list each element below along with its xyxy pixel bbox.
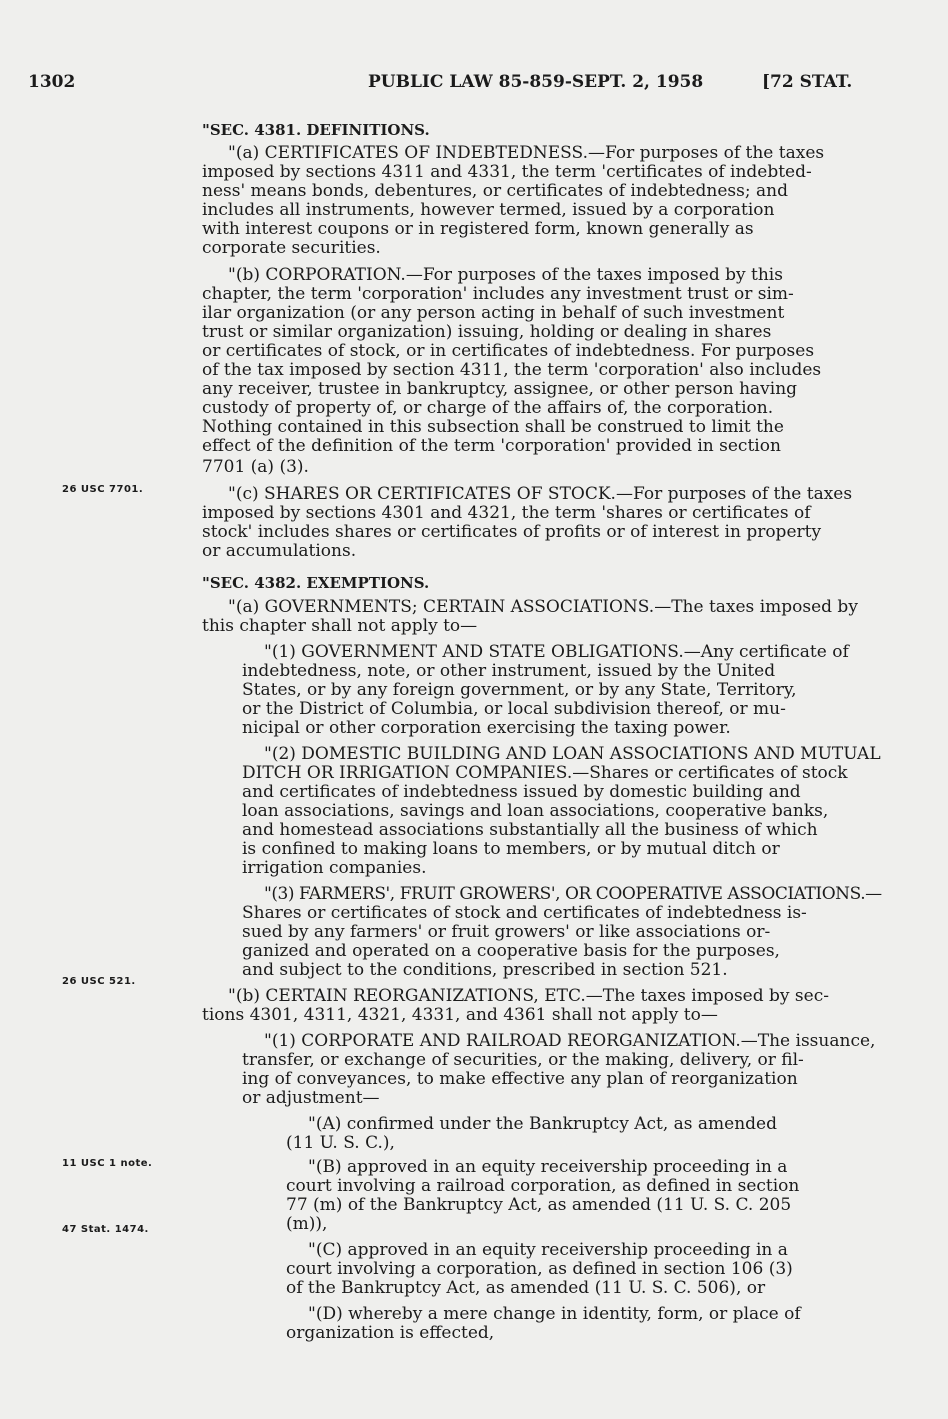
text-line: sued by any farmers' or fruit growers' or like associations or- <box>242 922 771 942</box>
text-line: of the tax imposed by section 4311, the term 'corporation' also includes <box>202 360 822 380</box>
text-line: irrigation companies. <box>242 858 427 878</box>
text-line: or accumulations. <box>202 541 357 561</box>
text-line: or the District of Columbia, or local subdivision thereof, or mu- <box>242 699 786 719</box>
text-line: any receiver, trustee in bankruptcy, assignee, or other person having <box>202 379 798 399</box>
text-line: and homestead associations substantially all the business of which <box>242 820 818 840</box>
text-line: trust or similar organization) issuing, holding or dealing in shares <box>202 322 772 342</box>
text-line: transfer, or exchange of securities, or the making, delivery, or fil- <box>242 1050 804 1070</box>
text-line: includes all instruments, however termed, issued by a corporation <box>202 200 775 220</box>
text-line: 77 (m) of the Bankruptcy Act, as amended (11 U. S. C. 205 <box>286 1195 792 1215</box>
text-line: "(c) SHARES OR CERTIFICATES OF STOCK.—For purposes of the taxes <box>228 484 853 504</box>
text-line: with interest coupons or in registered form, known generally as <box>202 219 754 239</box>
running-title: PUBLIC LAW 85-859-SEPT. 2, 1958 <box>368 72 704 92</box>
text-line: Shares or certificates of stock and certificates of indebtedness is- <box>242 903 807 923</box>
text-line: chapter, the term 'corporation' includes any investment trust or sim- <box>202 284 794 304</box>
section-heading: "SEC. 4381. DEFINITIONS. <box>202 121 430 139</box>
text-line: "(2) DOMESTIC BUILDING AND LOAN ASSOCIATIONS AND MUTUAL <box>264 744 881 764</box>
page-number: 1302 <box>28 72 76 92</box>
text-line: "(b) CERTAIN REORGANIZATIONS, ETC.—The taxes imposed by sec- <box>228 986 829 1006</box>
text-line: or adjustment— <box>242 1088 380 1108</box>
text-line: ing of conveyances, to make effective any plan of reorganization <box>242 1069 798 1089</box>
text-line: (m)), <box>286 1214 328 1234</box>
text-line: "(a) CERTIFICATES OF INDEBTEDNESS.—For purposes of the taxes <box>228 143 825 163</box>
text-line: ilar organization (or any person acting in behalf of such investment <box>202 303 785 323</box>
text-line: tions 4301, 4311, 4321, 4331, and 4361 shall not apply to— <box>202 1005 718 1025</box>
text-line: ganized and operated on a cooperative basis for the purposes, <box>242 941 780 961</box>
text-line: and subject to the conditions, prescribed in section 521. <box>242 960 728 980</box>
text-line: loan associations, savings and loan associations, cooperative banks, <box>242 801 829 821</box>
text-line: is confined to making loans to members, or by mutual ditch or <box>242 839 780 859</box>
section-heading: "SEC. 4382. EXEMPTIONS. <box>202 574 430 592</box>
text-line: corporate securities. <box>202 238 381 258</box>
text-line: (11 U. S. C.), <box>286 1133 395 1153</box>
text-line: "(B) approved in an equity receivership proceeding in a <box>308 1157 788 1177</box>
text-line: nicipal or other corporation exercising the taxing power. <box>242 718 731 738</box>
margin-citation: 26 USC 521. <box>62 976 136 987</box>
text-line: Nothing contained in this subsection shall be construed to limit the <box>202 417 784 437</box>
margin-citation: 11 USC 1 note. <box>62 1158 153 1169</box>
text-line: or certificates of stock, or in certificates of indebtedness. For purposes <box>202 341 815 361</box>
text-line: effect of the definition of the term 'corporation' provided in section <box>202 436 781 456</box>
text-line: "(1) GOVERNMENT AND STATE OBLIGATIONS.—Any certificate of <box>264 642 849 662</box>
text-line: of the Bankruptcy Act, as amended (11 U. S. C. 506), or <box>286 1278 766 1298</box>
text-line: "(D) whereby a mere change in identity, form, or place of <box>308 1304 801 1324</box>
text-line: DITCH OR IRRIGATION COMPANIES.—Shares or certificates of stock <box>242 763 848 783</box>
text-line: ness' means bonds, debentures, or certificates of indebtedness; and <box>202 181 788 201</box>
text-line: custody of property of, or charge of the affairs of, the corporation. <box>202 398 774 418</box>
text-line: "(A) confirmed under the Bankruptcy Act, as amended <box>308 1114 778 1134</box>
text-line: this chapter shall not apply to— <box>202 616 478 636</box>
text-line: organization is effected, <box>286 1323 495 1343</box>
text-line: "(a) GOVERNMENTS; CERTAIN ASSOCIATIONS.—The taxes imposed by <box>228 597 858 617</box>
text-line: and certificates of indebtedness issued by domestic building and <box>242 782 801 802</box>
text-line: States, or by any foreign government, or by any State, Territory, <box>242 680 797 700</box>
text-line: indebtedness, note, or other instrument, issued by the United <box>242 661 776 681</box>
text-line: "(1) CORPORATE AND RAILROAD REORGANIZATION.—The issuance, <box>264 1031 876 1051</box>
text-line: "(C) approved in an equity receivership proceeding in a <box>308 1240 788 1260</box>
text-line: stock' includes shares or certificates of profits or of interest in property <box>202 522 822 542</box>
text-line: court involving a railroad corporation, as defined in section <box>286 1176 800 1196</box>
text-line: 7701 (a) (3). <box>202 457 309 477</box>
text-line: imposed by sections 4301 and 4321, the term 'shares or certificates of <box>202 503 811 523</box>
text-line: court involving a corporation, as defined in section 106 (3) <box>286 1259 793 1279</box>
statute-reference: [72 STAT. <box>762 72 853 92</box>
text-line: imposed by sections 4311 and 4331, the term 'certificates of indebted- <box>202 162 812 182</box>
margin-citation: 47 Stat. 1474. <box>62 1224 149 1235</box>
margin-citation: 26 USC 7701. <box>62 484 144 495</box>
text-line: "(b) CORPORATION.—For purposes of the taxes imposed by this <box>228 265 783 285</box>
text-line: "(3) FARMERS', FRUIT GROWERS', OR COOPERATIVE ASSOCIATIONS.— <box>264 884 882 904</box>
